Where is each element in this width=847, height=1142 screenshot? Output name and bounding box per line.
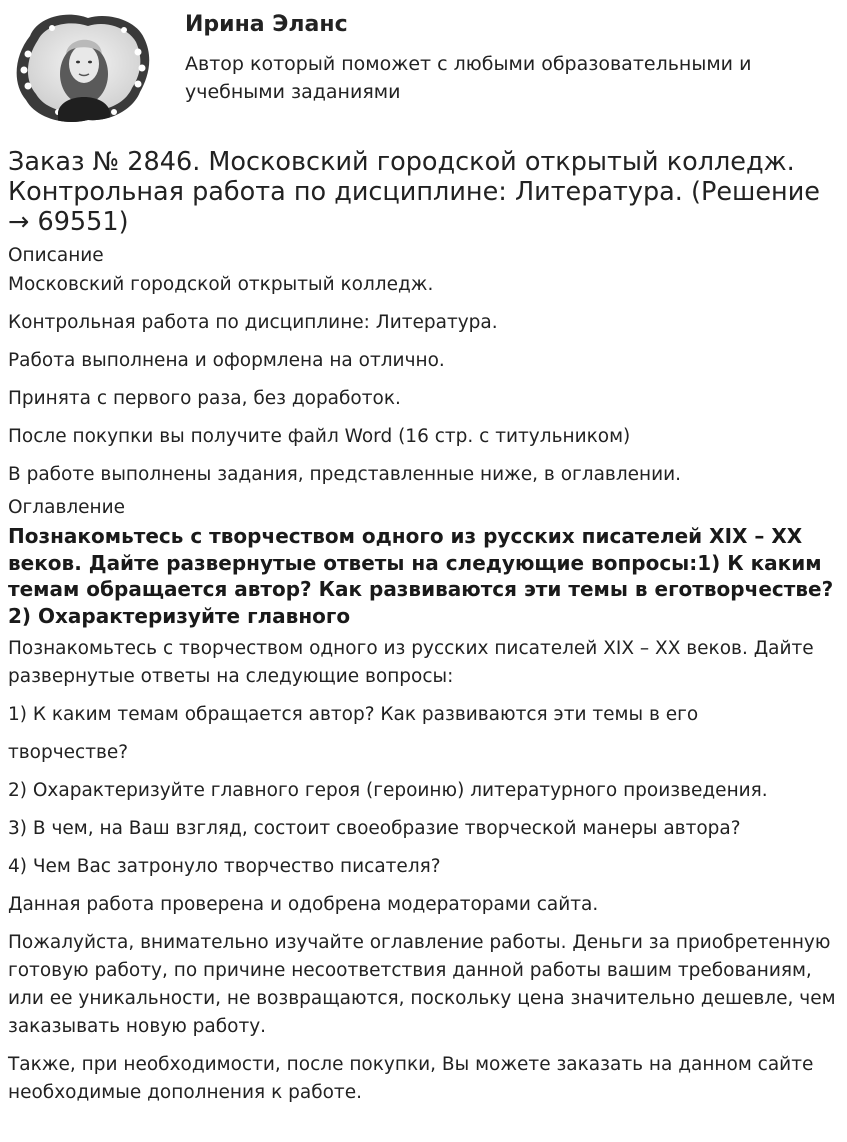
toc-paragraph: Познакомьтесь с творчеством одного из русских писателей XIX – XX веков. Дайте развернутые ответы на следующие вопросы: (8, 638, 814, 687)
toc-heading: Познакомьтесь с творчеством одного из русских писателей XIX – XX веков. Дайте развернутые ответы на следующие вопросы:1) К каким темам обращается автор? Как развиваются эти темы в еготворчестве?2) Охарактеризуйте главного (8, 524, 834, 628)
author-name: Ирина Эланс (185, 12, 348, 37)
toc-paragraph: 1) К каким темам обращается автор? Как развиваются эти темы в его (8, 704, 699, 725)
description-label: Описание (8, 245, 104, 266)
description-paragraph: Работа выполнена и оформлена на отлично. (8, 350, 445, 371)
toc-paragraph: Пожалуйста, внимательно изучайте оглавление работы. Деньги за приобретенную готовую работу, по причине несоответствия данной работы вашим требованиям, или ее уникальности, не возвращаются, поскольку цена значительно дешевле, чем заказывать новую работу. (8, 932, 836, 1037)
author-avatar (8, 8, 153, 126)
description-list (8, 271, 840, 489)
order-title: Заказ № 2846. Московский городской открытый колледж. Контрольная работа по дисциплине: Литература. (Решение → 69551) (8, 147, 820, 237)
order-content (8, 147, 840, 1107)
toc-paragraph: Данная работа проверена и одобрена модераторами сайта. (8, 894, 599, 915)
description-paragraph: Контрольная работа по дисциплине: Литература. (8, 312, 498, 333)
author-description: Автор который поможет с любыми образовательными и учебными заданиями (185, 53, 752, 103)
toc-label: Оглавление (8, 497, 126, 518)
toc-paragraph: 4) Чем Вас затронуло творчество писателя? (8, 856, 441, 877)
toc-paragraph: 2) Охарактеризуйте главного героя (героиню) литературного произведения. (8, 780, 768, 801)
author-header (0, 0, 847, 135)
toc-paragraph: 3) В чем, на Ваш взгляд, состоит своеобразие творческой манеры автора? (8, 818, 741, 839)
toc-body (8, 635, 840, 1107)
description-paragraph: Московский городской открытый колледж. (8, 274, 434, 295)
toc-paragraph: Также, при необходимости, после покупки, Вы можете заказать на данном сайте необходимые дополнения к работе. (8, 1054, 814, 1103)
description-paragraph: В работе выполнены задания, представленные ниже, в оглавлении. (8, 464, 682, 485)
description-paragraph: Принята с первого раза, без доработок. (8, 388, 401, 409)
description-paragraph: После покупки вы получите файл Word (16 стр. с титульником) (8, 426, 631, 447)
toc-paragraph: творчестве? (8, 742, 129, 763)
